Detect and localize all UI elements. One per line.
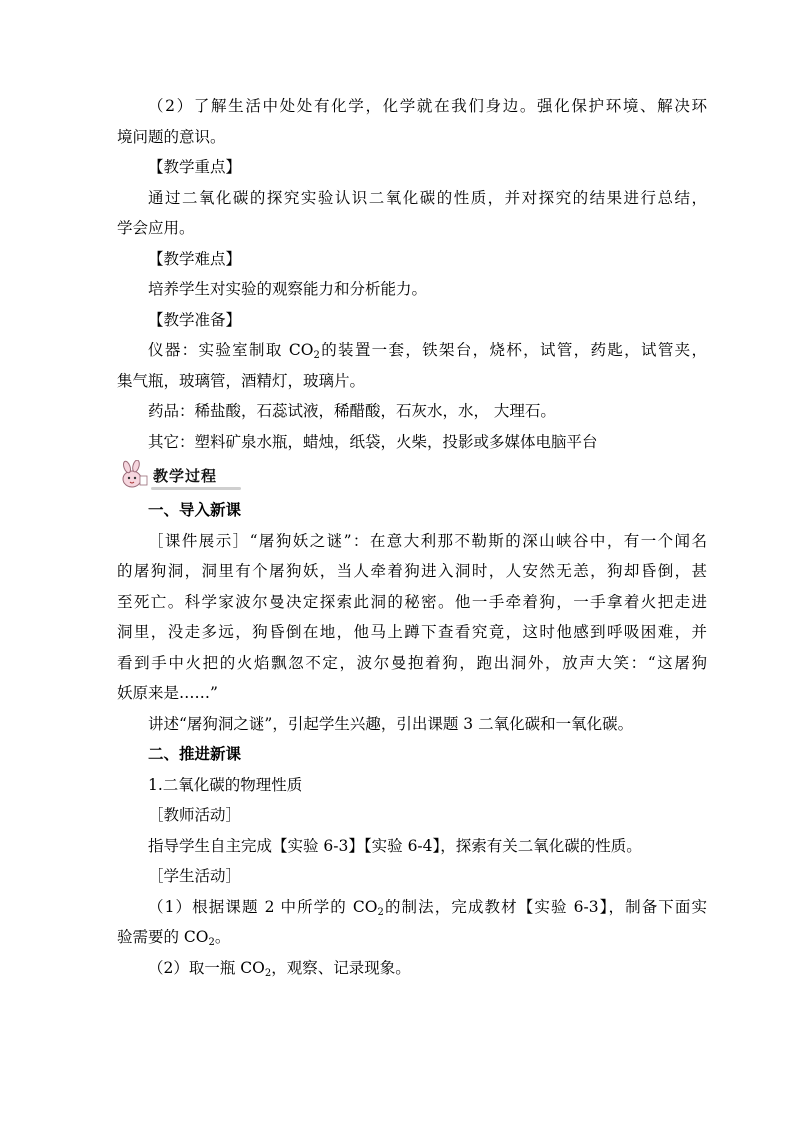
instruments-line-2: 集气瓶，玻璃管，酒精灯，玻璃片。 <box>117 371 366 390</box>
student-step-2-line <box>117 958 707 978</box>
text-segment: （1）根据课题 2 中所学的 CO <box>148 897 378 916</box>
subscript: 2 <box>313 350 320 361</box>
lesson-intro-line: 讲述“屠狗洞之谜”，引起学生兴趣，引出课题 3 二氧化碳和一氧化碳。 <box>148 714 634 733</box>
subscript: 2 <box>264 967 272 979</box>
objective-2-line-1: （2）了解生活中处处有化学，化学就在我们身边。强化保护环境、解决环 <box>148 97 707 115</box>
student-step-1-line-1 <box>117 897 707 917</box>
text-segment: 仪器：实验室制取 CO <box>148 341 314 359</box>
document-body <box>117 96 707 988</box>
banner-title: 教学过程 <box>153 467 218 485</box>
teaching-focus-line-2: 学会应用。 <box>117 219 195 237</box>
story-line-6: 妖原来是……” <box>117 684 218 702</box>
heading-introduce-new-lesson: 一、导入新课 <box>148 501 242 519</box>
objective-2-line-2: 境问题的意识。 <box>117 127 226 146</box>
text-segment: ，观察、记录现象。 <box>271 958 411 977</box>
subscript: 2 <box>377 906 384 918</box>
section-banner-teaching-process <box>117 462 707 492</box>
subscript: 2 <box>208 937 215 948</box>
banner-underline <box>151 487 241 490</box>
teaching-difficulty-text: 培养学生对实验的观察能力和分析能力。 <box>148 280 428 298</box>
text-segment: 验需要的 CO <box>117 928 209 946</box>
story-line-3: 至死亡。科学家波尔曼决定探索此洞的秘密。他一手牵着狗，一手拿着火把走进 <box>117 592 707 611</box>
teaching-focus-line-1: 通过二氧化碳的探究实验认识二氧化碳的性质，并对探究的结果进行总结， <box>148 188 707 207</box>
heading-teaching-focus: 【教学重点】 <box>148 158 242 176</box>
reagents-line: 药品：稀盐酸，石蕊试液，稀醋酸，石灰水，水， 大理石。 <box>148 402 556 420</box>
heading-teaching-difficulty: 【教学难点】 <box>148 249 242 268</box>
student-step-1-line-2 <box>117 927 707 947</box>
story-line-2: 的屠狗洞，洞里有个屠狗妖，当人牵着狗进入洞时，人安然无恙，狗却昏倒，甚 <box>117 562 707 580</box>
text-segment: 的装置一套，铁架台，烧杯，试管，药匙，试管夹， <box>319 341 707 359</box>
text-segment: 。 <box>214 928 231 946</box>
heading-advance-new-lesson: 二、推进新课 <box>148 745 242 763</box>
text-segment: （2）取一瓶 CO <box>148 958 265 977</box>
cartoon-mascot-icon <box>119 460 149 490</box>
instruments-line-1 <box>117 340 707 360</box>
heading-teaching-preparation: 【教学准备】 <box>148 310 242 329</box>
teacher-activity-label: ［教师活动］ <box>148 806 242 824</box>
story-line-5: 看到手中火把的火焰飘忽不定，波尔曼抱着狗，跑出洞外，放声大笑：“这屠狗 <box>117 653 707 672</box>
text-segment: 的制法，完成教材【实验 6-3】，制备下面实 <box>383 897 708 916</box>
others-line: 其它：塑料矿泉水瓶，蜡烛，纸袋，火柴，投影或多媒体电脑平台 <box>148 432 598 451</box>
story-line-4: 洞里，没走多远，狗昏倒在地，他马上蹲下查看究竟，这时他感到呼吸困难，并 <box>117 623 707 641</box>
subheading-physical-properties: 1.二氧化碳的物理性质 <box>148 775 303 794</box>
student-activity-label: ［学生活动］ <box>148 867 242 885</box>
teacher-activity-text: 指导学生自主完成【实验 6-3】【实验 6-4】，探索有关二氧化碳的性质。 <box>148 836 642 855</box>
story-line-1: ［课件展示］“屠狗妖之谜”：在意大利那不勒斯的深山峡谷中，有一个闻名 <box>148 531 707 550</box>
